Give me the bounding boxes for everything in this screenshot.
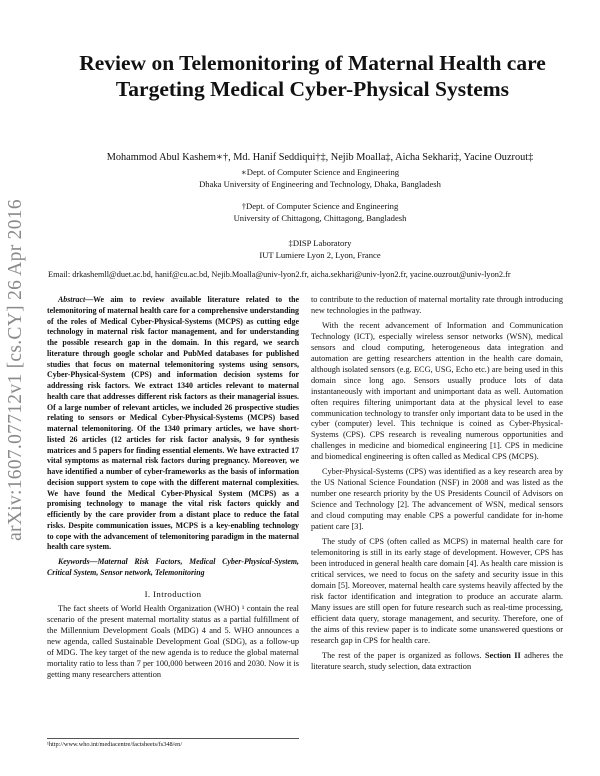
right-column — [311, 295, 563, 672]
intro-paragraph-2: With the recent advancement of Information and Communication Technology (ICT), especially wireless sensor networks (WSN), medical sensors and cloud computing, heterogeneous data integration and automation are getting researchers attention in the health care domain, although isolated sensors (e.g. ECG, USG, Echo etc.) are being used in this domain since long ago. Sensors usually produce lots of data instantaneously with important and unimportant data as well. Automation often requires filtering unimportant data at the physical level to ease communication technology to transfer only important data to be used in the cyber (computer) level. This technique is coined as Cyber-Physical-Systems (CPS). CPS research is revealing numerous opportunities and challenges in medicine and biomedical engineering [1]. CPS in medicine and biomedical engineering is often called as Medical CPS (MCPS). — [311, 320, 563, 462]
abstract-label: Abstract — [58, 295, 86, 304]
affiliation-2 — [60, 200, 580, 224]
affiliation-1-inst: Dhaka University of Engineering and Technology, Dhaka, Bangladesh — [199, 179, 441, 189]
left-column — [47, 295, 299, 681]
paper-title: Review on Telemonitoring of Maternal Health care Targeting Medical Cyber-Physical Systems — [79, 51, 546, 101]
affiliation-3 — [60, 237, 580, 261]
affiliation-1-dept: ∗Dept. of Computer Science and Engineering — [240, 167, 400, 177]
affiliation-2-inst: University of Chittagong, Chittagong, Bangladesh — [233, 213, 407, 223]
affiliation-3-inst: IUT Lumiere Lyon 2, Lyon, France — [259, 250, 381, 260]
arxiv-stamp — [3, 190, 29, 550]
arxiv-stamp-text: arXiv:1607.07712v1 [cs.CY] 26 Apr 2016 — [5, 199, 27, 541]
section-heading-introduction: I. Introduction — [144, 588, 202, 599]
abstract-text: —We aim to review available literature related to the telemonitoring of maternal health care for a comprehensive understanding of the roles of Medical Cyber-Physical-Systems (MCPS) as cutting edge technology in maternal risk factor management, and for understanding the possible research gap in the domain. In this regard, we search literature through google scholar and PubMed databases for published studies that focus on maternal telemonitoring systems using sensors, Cyber-Physical-System (CPS) and information decision systems for addressing risk factors. We extract 1340 articles relevant to maternal health care that addresses different risk factors as their managerial issues. Of a large number of relevant articles, we included 26 prospective studies relating to sensors or Medical Cyber-Physical-Systems (MCPS) based maternal telemonitoring. Of the 1340 primary articles, we have short-listed 26 articles (12 articles for risk factor analysis, 9 for synthesis matrices and 5 papers for finding essential elements. We have extracted 17 vital symptoms as maternal risk factors during pregnancy. Moreover, we have identified a number of cyber-frameworks as the basis of information decision support system to cope with the different maternal complexities. We have found the Medical Cyber-Physical System (MCPS) as a promising technology to manage the vital risk factors quickly and efficiently by the care provider from a distant place to reduce the fatal risks. Despite communication issues, MCPS is a key-enabling technology to cope with the advancement of telemonitoring paradigm in the maternal health care system. — [47, 295, 299, 552]
intro-paragraph-1: The fact sheets of World Health Organization (WHO) ¹ contain the real scenario of the present maternal mortality status as a partial fulfillment of the Millennium Development Goals (MDG) 4 and 5. WHO announces a new agenda, called Sustainable Development Goal (SDG), as a follow-up of MDG. The key target of the new agenda is to reduce the global maternal mortality ratio to less than 7 per 100,000 between 2016 and 2030. Now it is getting many researchers attention — [47, 604, 299, 680]
section-ref: Section II — [485, 650, 521, 660]
affiliation-2-dept: †Dept. of Computer Science and Engineering — [241, 201, 399, 211]
email-line: Email: drkashemll@duet.ac.bd, hanif@cu.ac.bd, Nejib.Moalla@univ-lyon2.fr, aicha.sekhari@univ-lyon2.fr, yacine.ouzrout@univ-lyon2.fr — [48, 270, 511, 279]
affiliation-3-lab: ‡DISP Laboratory — [288, 238, 352, 248]
paragraph-5-start: The rest of the paper is organized as follows. — [322, 650, 486, 660]
keywords: Keywords—Maternal Risk Factors, Medical Cyber-Physical-System, Critical System, Sensor network, Telemonitoring — [47, 557, 299, 577]
intro-paragraph-5 — [311, 651, 563, 673]
footnote: ¹http://www.who.int/mediacentre/factsheets/fs348/en/ — [47, 738, 299, 748]
paragraph-5-end: adheres the literature search, study selection, data extraction — [311, 650, 563, 671]
intro-paragraph-continued: to contribute to the reduction of maternal mortality rate through introducing new technologies in the pathway. — [311, 295, 563, 315]
intro-paragraph-4: The study of CPS (often called as MCPS) in maternal health care for telemonitoring is still in its early stage of development. However, CPS has been introduced in general health care domain [4]. As health care mission is critical services, we need to focus on the safety and security issue in this domain [5]. Moreover, maternal health care systems heavily affected by the risk factor identification and integration to produce an accurate alarm. Many issues are still open for future research such as real-time processing, efficient data query, storage management, and security. Therefore, one of the aims of this review paper is to indicate some unanswered questions or research gap in CPS for health care. — [311, 537, 563, 645]
author-list: Mohammod Abul Kashem∗†, Md. Hanif Seddiqui†‡, Nejib Moalla‡, Aicha Sekhari‡, Yacine Ouzrout‡ — [106, 152, 534, 163]
affiliation-1 — [60, 166, 580, 190]
intro-paragraph-3: Cyber-Physical-Systems (CPS) was identified as a key research area by the US National Science Foundation (NSF) in 2008 and was listed as the number one research priority by the US Presidents Council of Advisors on Science and Technology [2]. The advancement of WSN, medical sensors and cloud computing may enable CPS a powerful candidate for in-home patient care [3]. — [311, 467, 563, 532]
abstract — [47, 295, 299, 553]
